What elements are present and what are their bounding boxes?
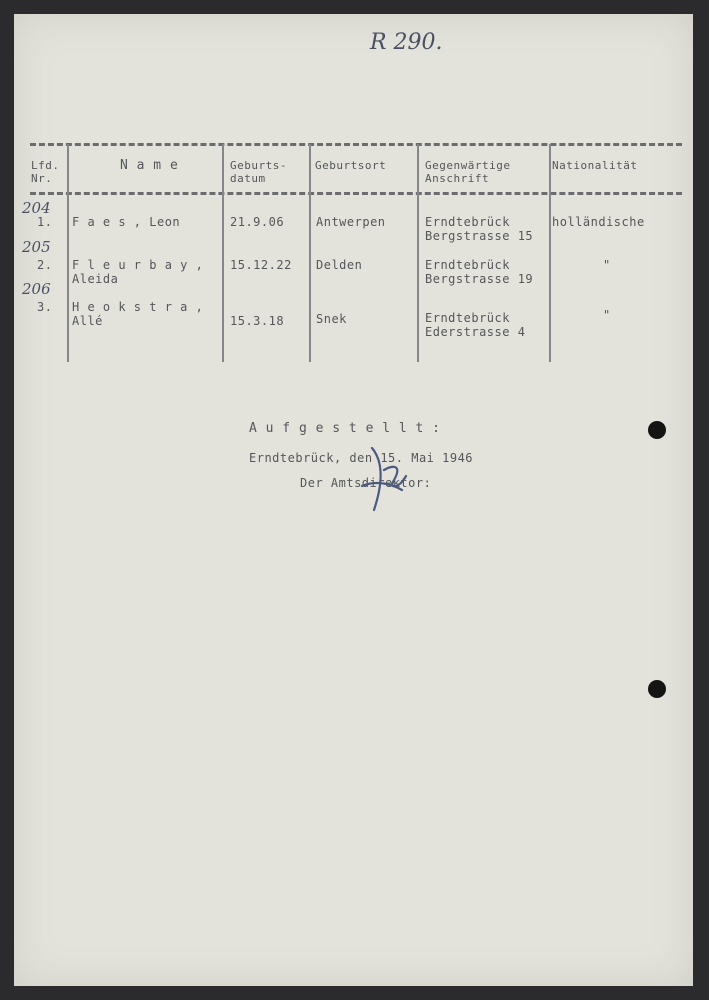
header-geburtsort: Geburtsort: [315, 159, 387, 172]
header-geburtsdatum: Geburts- datum: [230, 159, 287, 185]
row-geburtsdatum: 21.9.06: [230, 215, 285, 229]
document-page: [14, 14, 693, 986]
header-nr: Lfd. Nr.: [31, 159, 60, 185]
place-date: Erndtebrück, den 15. Mai 1946: [249, 451, 474, 465]
punch-hole: [648, 680, 666, 698]
header-name: N a m e: [120, 158, 179, 173]
row-geburtsdatum: 15.3.18: [230, 314, 285, 328]
handwritten-number: 204: [22, 199, 51, 217]
row-nr: 2.: [37, 258, 53, 272]
row-nationalitaet: holländische: [552, 215, 645, 229]
punch-hole: [648, 421, 666, 439]
row-name: F a e s , Leon: [72, 215, 181, 229]
row-anschrift: Erndtebrück Bergstrasse 15: [425, 215, 534, 243]
row-name: H e o k s t r a , Allé: [72, 300, 204, 328]
row-name: F l e u r b a y , Aleida: [72, 258, 204, 286]
signature: [354, 440, 414, 520]
column-divider: [549, 144, 551, 362]
signatory-title: Der Amtsdirektor:: [300, 476, 432, 490]
row-nr: 1.: [37, 215, 53, 229]
handwritten-number: 206: [22, 280, 51, 298]
column-divider: [67, 144, 69, 362]
handwritten-number: 205: [22, 238, 51, 256]
column-divider: [417, 144, 419, 362]
row-anschrift: Erndtebrück Ederstrasse 4: [425, 311, 526, 339]
header-nationalitaet: Nationalität: [552, 159, 638, 172]
row-nationalitaet: ": [603, 258, 611, 272]
row-geburtsort: Snek: [316, 312, 347, 326]
table-header-rule: [30, 192, 682, 195]
column-divider: [222, 144, 224, 362]
header-anschrift: Gegenwärtige Anschrift: [425, 159, 511, 185]
row-nationalitaet: ": [603, 308, 611, 322]
row-nr: 3.: [37, 300, 53, 314]
row-geburtsort: Antwerpen: [316, 215, 386, 229]
row-geburtsdatum: 15.12.22: [230, 258, 292, 272]
column-divider: [309, 144, 311, 362]
table-top-rule: [30, 143, 682, 146]
reference-note: R 290.: [370, 30, 443, 55]
row-anschrift: Erndtebrück Bergstrasse 19: [425, 258, 534, 286]
aufgestellt-label: A u f g e s t e l l t :: [249, 421, 441, 436]
row-geburtsort: Delden: [316, 258, 363, 272]
